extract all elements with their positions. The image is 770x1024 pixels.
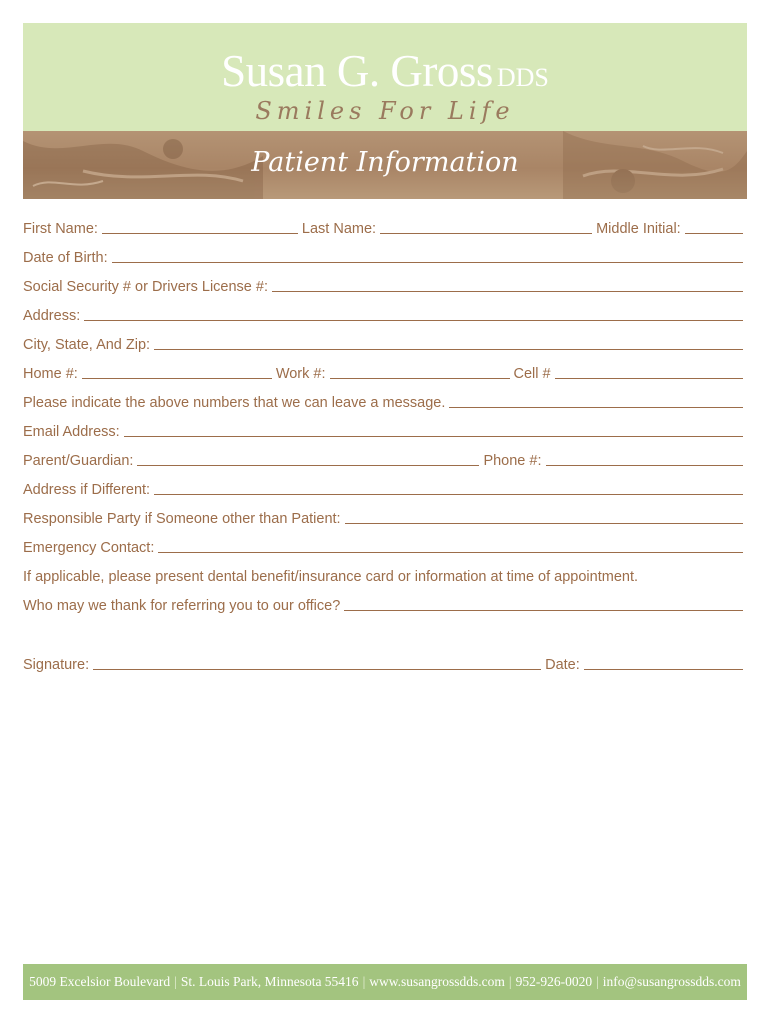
signature-field[interactable] — [93, 669, 541, 670]
footer-phone: 952-926-0020 — [515, 974, 593, 989]
home-phone-label: Home #: — [23, 366, 78, 382]
email-label: Email Address: — [23, 424, 120, 440]
alt-address-label: Address if Different: — [23, 482, 151, 498]
date-label: Date: — [545, 657, 580, 673]
parent-label: Parent/Guardian: — [23, 453, 134, 469]
brand-suffix: DDS — [496, 63, 549, 92]
middle-initial-field[interactable] — [685, 233, 743, 234]
row-email — [23, 416, 747, 440]
alt-address-field[interactable] — [154, 494, 743, 495]
brand-name: Susan G. Gross — [221, 46, 493, 96]
last-name-field[interactable] — [380, 233, 592, 234]
signature-label: Signature: — [23, 657, 90, 673]
footer-email[interactable]: info@susangrossdds.com — [602, 974, 741, 989]
row-ssn — [23, 271, 747, 295]
message-field[interactable] — [449, 407, 743, 408]
dob-label: Date of Birth: — [23, 250, 108, 266]
first-name-label: First Name: — [23, 221, 98, 237]
row-insurance — [23, 561, 747, 585]
referral-label: Who may we thank for referring you to our office? — [23, 598, 341, 614]
responsible-field[interactable] — [345, 523, 743, 524]
parent-field[interactable] — [137, 465, 479, 466]
row-name — [23, 213, 747, 237]
cell-phone-field[interactable] — [555, 378, 743, 379]
row-city — [23, 329, 747, 353]
emergency-field[interactable] — [158, 552, 743, 553]
footer-website[interactable]: www.susangrossdds.com — [369, 974, 505, 989]
email-field[interactable] — [124, 436, 743, 437]
emergency-label: Emergency Contact: — [23, 540, 155, 556]
ssn-label: Social Security # or Drivers License #: — [23, 279, 268, 295]
ssn-field[interactable] — [272, 291, 743, 292]
middle-initial-label: Middle Initial: — [596, 221, 681, 237]
header-banner — [23, 23, 747, 131]
last-name-label: Last Name: — [301, 221, 377, 237]
address-label: Address: — [23, 308, 81, 324]
home-phone-field[interactable] — [82, 378, 272, 379]
work-phone-label: Work #: — [275, 366, 326, 382]
row-address — [23, 300, 747, 324]
referral-field[interactable] — [344, 610, 743, 611]
parent-phone-field[interactable] — [546, 465, 744, 466]
row-signature — [23, 649, 747, 673]
brand-logo — [23, 45, 747, 97]
row-alt-address — [23, 474, 747, 498]
footer-address: 5009 Excelsior Boulevard — [29, 974, 171, 989]
first-name-field[interactable] — [102, 233, 298, 234]
row-message — [23, 387, 747, 411]
address-field[interactable] — [84, 320, 743, 321]
work-phone-field[interactable] — [330, 378, 510, 379]
row-emergency — [23, 532, 747, 556]
city-state-zip-label: City, State, And Zip: — [23, 337, 151, 353]
form-title: Patient Information — [251, 147, 519, 178]
footer-bar: 5009 Excelsior Boulevard | St. Louis Park, Minnesota 55416 | www.susangrossdds.com | 952-926-0020 | info@susangrossdds.com — [23, 964, 747, 1000]
row-referral — [23, 590, 747, 614]
tagline: Smiles For Life — [255, 97, 515, 125]
message-note: Please indicate the above numbers that we can leave a message. — [23, 395, 446, 411]
row-phones — [23, 358, 747, 382]
row-dob — [23, 242, 747, 266]
city-state-zip-field[interactable] — [154, 349, 743, 350]
parent-phone-label: Phone #: — [483, 453, 542, 469]
cell-phone-label: Cell # — [513, 366, 551, 382]
responsible-label: Responsible Party if Someone other than Patient: — [23, 511, 341, 527]
insurance-note: If applicable, please present dental benefit/insurance card or information at time of appointment. — [23, 569, 639, 585]
row-responsible — [23, 503, 747, 527]
title-banner — [23, 131, 747, 199]
dob-field[interactable] — [112, 262, 743, 263]
row-parent — [23, 445, 747, 469]
date-field[interactable] — [584, 669, 743, 670]
footer-city: St. Louis Park, Minnesota 55416 — [180, 974, 359, 989]
